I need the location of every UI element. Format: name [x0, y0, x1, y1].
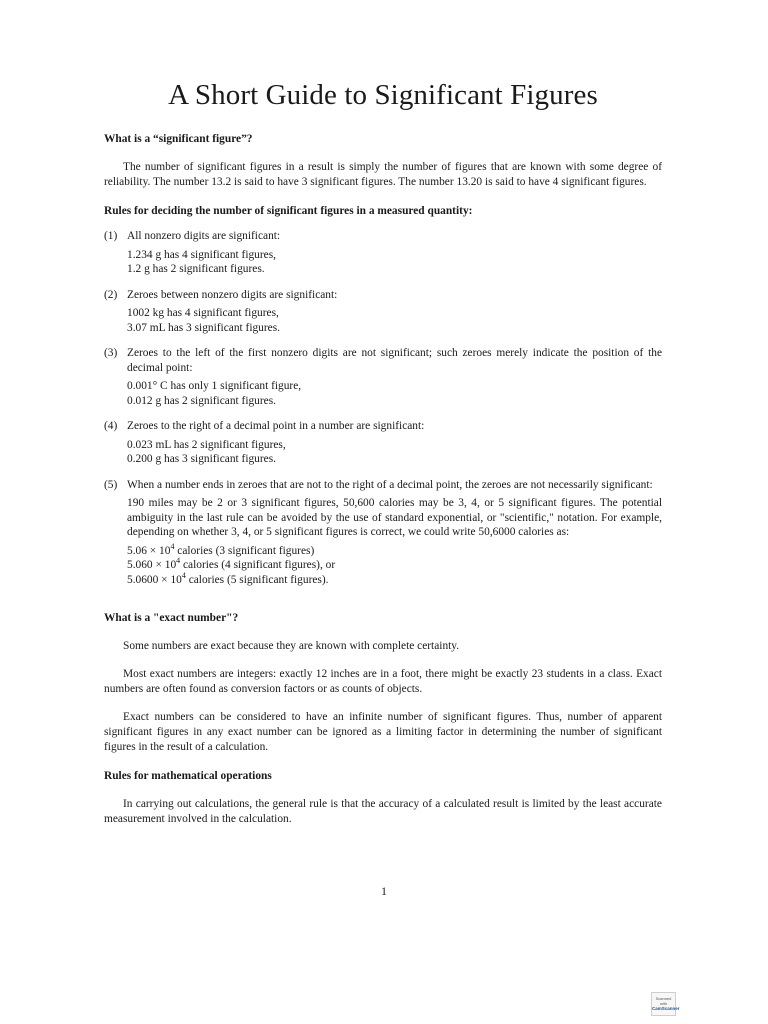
- section-heading-rules: Rules for deciding the number of significant figures in a measured quantity:: [104, 205, 473, 217]
- sci-exponent: 4: [181, 570, 186, 580]
- document-page: [104, 0, 662, 827]
- rule-item: [104, 229, 662, 244]
- rule-examples: [127, 438, 662, 467]
- section-heading-exact-number: What is a "exact number"?: [104, 612, 239, 624]
- sci-exponent: 4: [170, 541, 175, 551]
- watermark-line1: Scanned with: [655, 996, 672, 1006]
- section-heading-math-operations: Rules for mathematical operations: [104, 770, 272, 782]
- rules-list: [104, 229, 662, 587]
- example-line: 0.001° C has only 1 significant figure,: [127, 380, 302, 392]
- rule-text: All nonzero digits are significant:: [127, 230, 281, 242]
- example-line: 1.234 g has 4 significant figures,: [127, 248, 277, 261]
- sci-line: [127, 541, 662, 559]
- rule-number: (3): [104, 347, 118, 359]
- sci-mantissa: 5.06 × 10: [127, 544, 171, 557]
- scientific-notation-examples: [127, 541, 662, 588]
- page-title: A Short Guide to Significant Figures: [168, 79, 598, 111]
- rule-text: When a number ends in zeroes that are not to the right of a decimal point, the zeroes are not necessarily significant:: [127, 478, 653, 491]
- rule-examples: [127, 248, 662, 277]
- sci-rest: calories (4 significant figures), or: [180, 559, 336, 571]
- sci-line: [127, 558, 662, 573]
- paragraph-exact-2: Most exact numbers are integers: exactly 12 inches are in a foot, there might be exactly 23 students in a class. Exact numbers are often found as conversion factors or as counts of objects.: [104, 668, 662, 695]
- section-heading-significant-figure: What is a “significant figure”?: [104, 133, 253, 145]
- watermark-logo: CamScanner: [652, 1006, 680, 1011]
- sci-mantissa: 5.060 × 10: [127, 559, 177, 571]
- sci-mantissa: 5.0600 × 10: [127, 573, 182, 586]
- rule-examples: [127, 306, 662, 335]
- example-line: 0.200 g has 3 significant figures.: [127, 453, 277, 465]
- sci-rest: calories (3 significant figures): [174, 544, 315, 557]
- rule-item: [104, 478, 662, 493]
- rule-number: (1): [104, 230, 118, 242]
- sci-exponent: 4: [176, 556, 181, 565]
- rule-number: (4): [104, 420, 118, 432]
- example-line: 1.2 g has 2 significant figures.: [127, 263, 265, 275]
- rule-item: [104, 419, 662, 434]
- paragraph-math-operations: In carrying out calculations, the general rule is that the accuracy of a calculated result is limited by the least accurate measurement involved in the calculation.: [104, 798, 662, 825]
- example-line: 0.012 g has 2 significant figures.: [127, 394, 277, 407]
- sci-rest: calories (5 significant figures).: [185, 573, 329, 586]
- rule-detail: 190 miles may be 2 or 3 significant figures, 50,600 calories may be 3, 4, or 5 significant figures. The potential ambiguity in the last rule can be avoided by the use of standard exponential, or "scientific," notation. For example, depending on whether 3, 4, or 5 significant figures is correct, we could write 50,6000 calories as:: [127, 497, 662, 538]
- paragraph-definition: The number of significant figures in a result is simply the number of figures that are known with some degree of reliability. The number 13.2 is said to have 3 significant figures. The number 13.20 is said to have 4 significant figures.: [104, 161, 662, 188]
- paragraph-exact-1: Some numbers are exact because they are known with complete certainty.: [123, 640, 460, 652]
- page-number: 1: [381, 884, 387, 898]
- rule-examples: [127, 379, 662, 408]
- rule-number: (2): [104, 288, 118, 301]
- paragraph-exact-3: Exact numbers can be considered to have an infinite number of significant figures. Thus, number of apparent significant figures in any exact number can be ignored as a limiting factor in determining the number of significant figures in the result of a calculation.: [104, 711, 662, 753]
- rule-text: Zeroes to the right of a decimal point in a number are significant:: [127, 420, 425, 432]
- rule-number: (5): [104, 478, 118, 491]
- example-line: 3.07 mL has 3 significant figures.: [127, 321, 281, 334]
- rule-item: [104, 288, 662, 303]
- sci-line: [127, 570, 662, 588]
- example-line: 0.023 mL has 2 significant figures,: [127, 438, 286, 451]
- example-line: 1002 kg has 4 significant figures,: [127, 307, 279, 319]
- rule-text: Zeroes between nonzero digits are significant:: [127, 288, 338, 301]
- rule-item: [104, 346, 662, 375]
- rule-text: Zeroes to the left of the first nonzero digits are not significant; such zeroes merely indicate the position of the decimal point:: [127, 347, 662, 374]
- scanner-watermark: [651, 992, 680, 1016]
